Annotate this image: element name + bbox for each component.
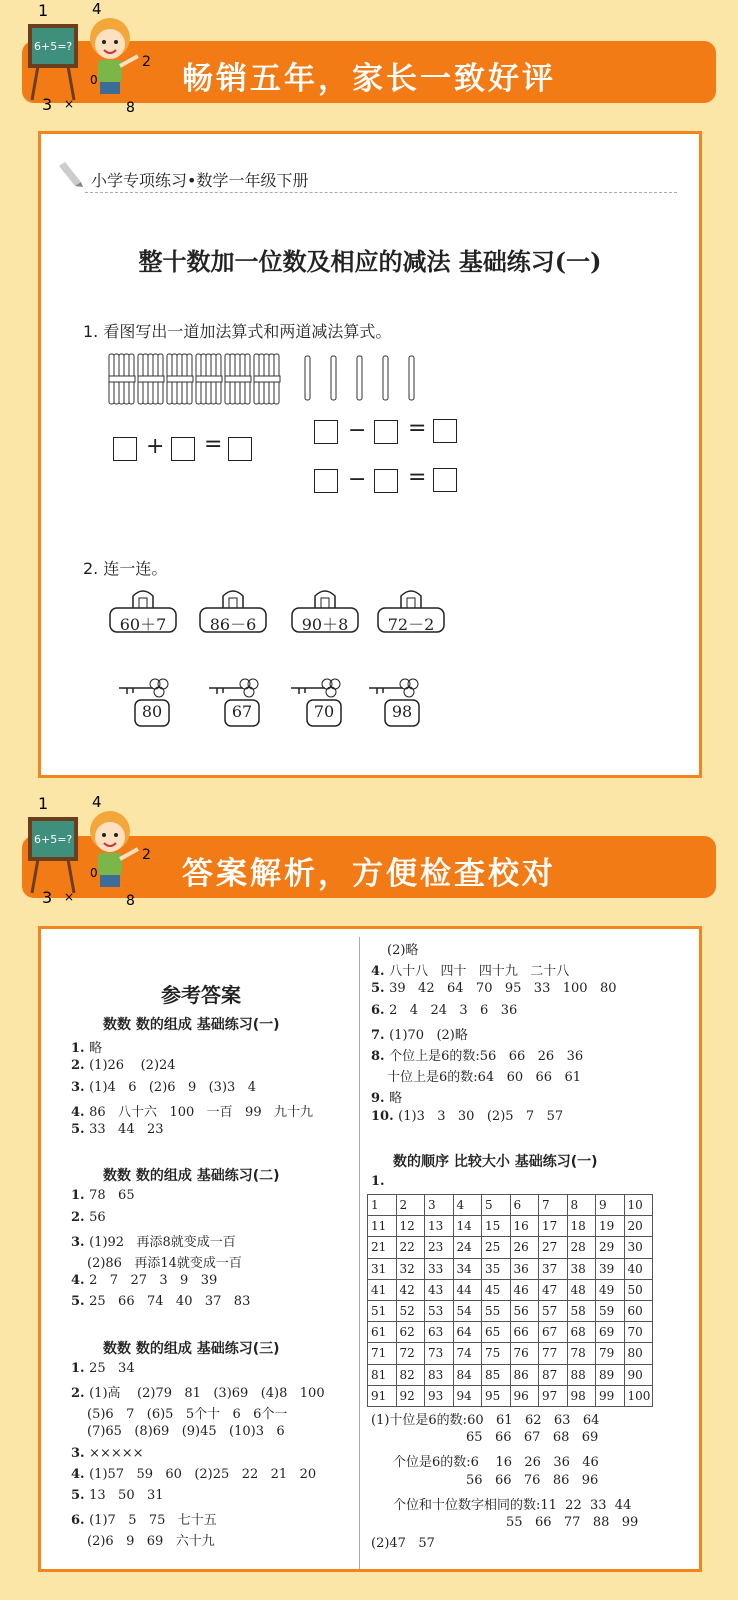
answer-number: 1. <box>71 1360 90 1376</box>
grid-cell: 52 <box>396 1300 425 1321</box>
grid-row <box>368 1258 653 1279</box>
answer-text: (1)3 3 30 (2)5 7 57 <box>398 1108 564 1124</box>
answer-line <box>87 1530 215 1549</box>
grid-cell: 47 <box>539 1279 568 1300</box>
mascot-illustration <box>20 0 150 120</box>
grid-cell: 29 <box>596 1237 625 1258</box>
grid-cell: 12 <box>396 1216 425 1237</box>
answer-box[interactable] <box>433 419 457 443</box>
answer-number: 4. <box>71 1466 90 1482</box>
grid-cell: 92 <box>396 1385 425 1406</box>
answer-number: 5. <box>71 1122 90 1137</box>
grid-cell: 17 <box>539 1216 568 1237</box>
answer-line <box>387 939 418 958</box>
mascot-illustration <box>20 793 150 913</box>
grid-cell: 25 <box>482 1237 511 1258</box>
grid-cell: 69 <box>596 1322 625 1343</box>
answer-line: (1)十位是6的数:60 61 62 63 64 <box>371 1413 600 1428</box>
answer-number: 1. <box>71 1041 90 1057</box>
answer-box[interactable] <box>314 420 338 444</box>
answer-text: ××××× <box>89 1445 144 1461</box>
answer-number: 7. <box>371 1027 390 1043</box>
grid-cell: 37 <box>539 1258 568 1279</box>
grid-cell: 15 <box>482 1216 511 1237</box>
svg-text:4: 4 <box>92 793 102 811</box>
grid-cell: 3 <box>425 1195 454 1216</box>
grid-cell: 86 <box>510 1364 539 1385</box>
answer-text: (1)7 5 75 七十五 <box>89 1513 217 1529</box>
answer-number: 5. <box>71 1294 90 1310</box>
grid-cell: 91 <box>368 1385 397 1406</box>
answer-box[interactable] <box>113 437 137 461</box>
header-divider <box>85 192 677 193</box>
answer-line <box>71 1188 135 1203</box>
grid-row <box>368 1195 653 1216</box>
lock-label: 86－6 <box>209 615 257 634</box>
grid-cell: 76 <box>510 1343 539 1364</box>
grid-row <box>368 1216 653 1237</box>
question-2: 2. 连一连。 <box>83 559 168 578</box>
grid-cell: 13 <box>425 1216 454 1237</box>
answer-text: (1)92 再添8就变成一百 <box>89 1234 236 1250</box>
answer-number: 3. <box>71 1234 90 1250</box>
answer-text: 2 7 27 3 9 39 <box>89 1273 218 1289</box>
grid-cell: 22 <box>396 1237 425 1258</box>
grid-cell: 20 <box>624 1216 653 1237</box>
answer-line <box>87 1424 285 1439</box>
answer-text: (2)6 9 69 六十九 <box>87 1534 215 1550</box>
grid-cell: 63 <box>425 1322 454 1343</box>
grid-cell: 97 <box>539 1385 568 1406</box>
key-item[interactable] <box>367 674 427 734</box>
answer-line <box>71 1037 102 1056</box>
answer-text: 25 34 <box>89 1360 135 1376</box>
grid-cell: 94 <box>453 1385 482 1406</box>
answer-line <box>371 960 569 979</box>
grid-cell: 2 <box>396 1195 425 1216</box>
grid-cell: 85 <box>482 1364 511 1385</box>
answer-number: 5. <box>71 1488 90 1503</box>
grid-cell: 8 <box>567 1195 596 1216</box>
grid-cell: 58 <box>567 1300 596 1321</box>
banner-title: 畅销五年，家长一致好评 <box>182 61 556 97</box>
grid-cell: 1 <box>368 1195 397 1216</box>
grid-cell: 24 <box>453 1237 482 1258</box>
single-stick <box>383 356 388 400</box>
svg-text:8: 8 <box>126 100 135 116</box>
grid-row <box>368 1279 653 1300</box>
grid-cell: 78 <box>567 1343 596 1364</box>
grid-cell: 31 <box>368 1258 397 1279</box>
grid-cell: 48 <box>567 1279 596 1300</box>
grid-cell: 42 <box>396 1279 425 1300</box>
grid-cell: 70 <box>624 1322 653 1343</box>
plus-sign: + <box>146 434 165 459</box>
answer-number: 2. <box>71 1058 90 1074</box>
svg-text:1: 1 <box>38 794 49 813</box>
answer-line <box>387 1066 581 1085</box>
grid-cell: 51 <box>368 1300 397 1321</box>
answer-line <box>71 1122 164 1137</box>
grid-cell: 55 <box>482 1300 511 1321</box>
grid-row <box>368 1237 653 1258</box>
grid-cell: 56 <box>510 1300 539 1321</box>
key-label: 70 <box>313 702 335 721</box>
lock-item[interactable] <box>109 586 177 636</box>
stick-bundle <box>254 354 280 404</box>
answer-line: (2)47 57 <box>371 1536 435 1552</box>
equals-sign: = <box>204 432 223 457</box>
grid-cell: 67 <box>539 1322 568 1343</box>
svg-text:3: 3 <box>42 95 53 114</box>
worksheet-preview <box>38 131 702 778</box>
answer-line <box>71 1231 236 1250</box>
stick-bundle <box>109 354 135 404</box>
grid-row <box>368 1300 653 1321</box>
grid-cell: 87 <box>539 1364 568 1385</box>
answer-line: 55 66 77 88 99 <box>506 1515 639 1530</box>
grid-cell: 34 <box>453 1258 482 1279</box>
stick-bundle <box>138 354 164 404</box>
answer-section-title: 数的顺序 比较大小 基础练习(一) <box>393 1154 598 1170</box>
grid-cell: 23 <box>425 1237 454 1258</box>
single-stick <box>409 356 414 400</box>
answer-line: 56 66 76 86 96 <box>466 1472 599 1488</box>
grid-cell: 44 <box>453 1279 482 1300</box>
lock-label: 60＋7 <box>119 615 167 634</box>
chalkboard-text: 6+5=? <box>34 40 73 53</box>
svg-text:3: 3 <box>42 888 53 907</box>
grid-cell: 93 <box>425 1385 454 1406</box>
key-item[interactable] <box>207 674 267 734</box>
answer-number: 10. <box>371 1108 399 1124</box>
grid-cell: 5 <box>482 1195 511 1216</box>
key-label: 80 <box>141 702 163 721</box>
answer-number: 6. <box>71 1513 90 1529</box>
grid-cell: 49 <box>596 1279 625 1300</box>
minus-sign: − <box>348 467 367 492</box>
grid-cell: 10 <box>624 1195 653 1216</box>
answer-line <box>71 1488 164 1503</box>
grid-cell: 19 <box>596 1216 625 1237</box>
answer-box[interactable] <box>171 437 195 461</box>
grid-cell: 83 <box>425 1364 454 1385</box>
answer-number: 6. <box>371 1002 390 1018</box>
answer-text: (2)略 <box>387 943 419 958</box>
sticks-illustration <box>109 352 429 410</box>
answer-text: 39 42 64 70 95 33 100 80 <box>389 981 617 997</box>
grid-cell: 28 <box>567 1237 596 1258</box>
answer-text: (1)4 6 (2)6 9 (3)3 4 <box>89 1079 256 1095</box>
answer-number: 9. <box>371 1091 390 1107</box>
grid-cell: 35 <box>482 1258 511 1279</box>
grid-cell: 7 <box>539 1195 568 1216</box>
answer-line <box>371 1045 583 1064</box>
answer-line <box>71 1509 217 1528</box>
grid-cell: 4 <box>453 1195 482 1216</box>
answer-text: 个位上是6的数:56 66 26 36 <box>389 1049 584 1064</box>
stick-bundle <box>225 354 251 404</box>
answer-line <box>71 1382 325 1401</box>
svg-text:2: 2 <box>142 54 151 70</box>
grid-cell: 43 <box>425 1279 454 1300</box>
svg-text:8: 8 <box>126 893 135 909</box>
answer-number: 2. <box>71 1386 90 1401</box>
answer-text: (1)26 (2)24 <box>89 1058 176 1074</box>
grid-cell: 62 <box>396 1322 425 1343</box>
stick-bundle <box>196 354 222 404</box>
equals-sign: = <box>408 416 427 441</box>
answer-box[interactable] <box>228 437 252 461</box>
grid-cell: 27 <box>539 1237 568 1258</box>
lock-item[interactable] <box>291 586 359 636</box>
grid-cell: 90 <box>624 1364 653 1385</box>
stick-bundle <box>167 354 193 404</box>
answer-line <box>71 1210 106 1225</box>
answer-line <box>71 1361 135 1376</box>
answer-text: 56 <box>89 1209 106 1225</box>
grid-cell: 54 <box>453 1300 482 1321</box>
answer-text: 13 50 31 <box>89 1488 164 1503</box>
answer-text: 78 65 <box>89 1188 135 1204</box>
single-stick <box>331 356 336 400</box>
grid-cell: 45 <box>482 1279 511 1300</box>
answer-text: (2)86 再添14就变成一百 <box>87 1256 242 1271</box>
answer-number: 4. <box>71 1104 90 1120</box>
grid-row <box>368 1385 653 1406</box>
key-item[interactable] <box>289 674 349 734</box>
chalkboard-text: 6+5=? <box>34 833 73 846</box>
grid-cell: 18 <box>567 1216 596 1237</box>
answer-line <box>87 1403 287 1422</box>
answer-section-title: 数数 数的组成 基础练习(二) <box>103 1168 280 1185</box>
grid-cell: 11 <box>368 1216 397 1237</box>
answer-line <box>371 1024 468 1043</box>
answer-number: 1. <box>71 1188 90 1204</box>
grid-cell: 21 <box>368 1237 397 1258</box>
grid-cell: 30 <box>624 1237 653 1258</box>
single-stick <box>357 356 362 400</box>
grid-cell: 68 <box>567 1322 596 1343</box>
svg-text:0: 0 <box>90 866 98 880</box>
grid-cell: 82 <box>396 1364 425 1385</box>
grid-cell: 88 <box>567 1364 596 1385</box>
answer-number: 5. <box>371 981 390 997</box>
grid-cell: 89 <box>596 1364 625 1385</box>
answer-section-title: 数数 数的组成 基础练习(三) <box>103 1340 280 1357</box>
grid-cell: 32 <box>396 1258 425 1279</box>
grid-cell: 100 <box>624 1385 653 1406</box>
svg-text:4: 4 <box>92 0 102 18</box>
grid-cell: 39 <box>596 1258 625 1279</box>
grid-cell: 95 <box>482 1385 511 1406</box>
equals-sign: = <box>408 465 427 490</box>
grid-cell: 79 <box>596 1343 625 1364</box>
answer-number: 4. <box>371 964 390 980</box>
answers-preview <box>38 926 702 1572</box>
key-label: 98 <box>391 702 413 721</box>
grid-cell: 77 <box>539 1343 568 1364</box>
answer-text: 略 <box>389 1091 403 1107</box>
answer-line <box>371 981 617 996</box>
grid-cell: 75 <box>482 1343 511 1364</box>
answer-text: 略 <box>89 1041 103 1057</box>
grid-cell: 71 <box>368 1343 397 1364</box>
grid-cell: 73 <box>425 1343 454 1364</box>
answer-text: 十位上是6的数:64 60 66 61 <box>387 1070 582 1086</box>
answer-box[interactable] <box>374 420 398 444</box>
answer-box[interactable] <box>374 469 398 493</box>
answer-line <box>71 1467 316 1482</box>
grid-cell: 84 <box>453 1364 482 1385</box>
key-label: 67 <box>231 702 253 721</box>
answer-text: 86 八十六 100 一百 99 九十九 <box>89 1104 313 1120</box>
grid-cell: 96 <box>510 1385 539 1406</box>
svg-text:×: × <box>64 97 75 111</box>
answer-line <box>71 1080 256 1095</box>
grid-cell: 16 <box>510 1216 539 1237</box>
grid-cell: 40 <box>624 1258 653 1279</box>
grid-cell: 33 <box>425 1258 454 1279</box>
svg-text:×: × <box>64 890 75 904</box>
answer-text: 2 4 24 3 6 36 <box>389 1002 518 1018</box>
answer-line <box>371 1003 517 1018</box>
question-1: 1. 看图写出一道加法算式和两道减法算式。 <box>83 322 392 341</box>
answer-text: (1)70 (2)略 <box>389 1027 468 1043</box>
grid-cell: 26 <box>510 1237 539 1258</box>
grid-cell: 46 <box>510 1279 539 1300</box>
grid-cell: 9 <box>596 1195 625 1216</box>
grid-cell: 36 <box>510 1258 539 1279</box>
grid-cell: 80 <box>624 1343 653 1364</box>
answer-text: (1)高 (2)79 81 (3)69 (4)8 100 <box>89 1386 325 1401</box>
answer-text: (5)6 7 (6)5 5个十 6 6个一 <box>87 1407 288 1423</box>
pencil-icon <box>55 160 87 188</box>
banner-title: 答案解析，方便检查校对 <box>182 856 556 892</box>
answer-box[interactable] <box>314 469 338 493</box>
answer-line <box>87 1252 242 1271</box>
grid-row <box>368 1364 653 1385</box>
grid-cell: 99 <box>596 1385 625 1406</box>
answer-line <box>371 1087 402 1106</box>
answer-number: 4. <box>71 1273 90 1289</box>
single-stick <box>305 356 310 400</box>
lock-item[interactable] <box>377 586 445 636</box>
answer-text: 33 44 23 <box>89 1122 164 1137</box>
answer-number: 3. <box>71 1445 90 1461</box>
hundred-chart <box>367 1194 653 1407</box>
answer-line <box>71 1101 313 1120</box>
worksheet-header: 小学专项练习•数学一年级下册 <box>91 171 309 190</box>
grid-cell: 14 <box>453 1216 482 1237</box>
grid-cell: 72 <box>396 1343 425 1364</box>
grid-cell: 6 <box>510 1195 539 1216</box>
grid-cell: 60 <box>624 1300 653 1321</box>
lock-item[interactable] <box>199 586 267 636</box>
answer-line <box>71 1058 176 1073</box>
mascot-number: 1 <box>38 1 49 20</box>
grid-cell: 59 <box>596 1300 625 1321</box>
grid-cell: 98 <box>567 1385 596 1406</box>
answer-line <box>71 1294 250 1309</box>
grid-cell: 64 <box>453 1322 482 1343</box>
lock-label: 72－2 <box>387 615 435 634</box>
grid-row <box>368 1322 653 1343</box>
grid-cell: 57 <box>539 1300 568 1321</box>
answer-text: (7)65 (8)69 (9)45 (10)3 6 <box>87 1424 285 1440</box>
key-item[interactable] <box>117 674 177 734</box>
svg-text:2: 2 <box>142 847 151 863</box>
grid-cell: 50 <box>624 1279 653 1300</box>
answer-box[interactable] <box>433 468 457 492</box>
grid-cell: 41 <box>368 1279 397 1300</box>
grid-cell: 61 <box>368 1322 397 1343</box>
grid-row <box>368 1343 653 1364</box>
answer-number: 1. <box>371 1174 385 1189</box>
answer-line: 个位和十位数字相同的数:11 22 33 44 <box>393 1497 632 1513</box>
worksheet-title: 整十数加一位数及相应的减法 基础练习(一) <box>138 247 602 276</box>
answer-text: (1)57 59 60 (2)25 22 21 20 <box>89 1466 317 1482</box>
minus-sign: − <box>348 418 367 443</box>
answer-line <box>71 1273 217 1288</box>
answers-title: 参考答案 <box>161 983 241 1007</box>
answer-number: 3. <box>71 1079 90 1095</box>
lock-label: 90＋8 <box>301 615 349 634</box>
grid-cell: 81 <box>368 1364 397 1385</box>
answer-line: 个位是6的数:6 16 26 36 46 <box>393 1455 599 1471</box>
grid-cell: 65 <box>482 1322 511 1343</box>
answer-number: 8. <box>371 1049 390 1064</box>
answer-number: 2. <box>71 1209 90 1225</box>
svg-text:0: 0 <box>90 73 98 87</box>
grid-cell: 74 <box>453 1343 482 1364</box>
answer-text: 八十八 四十 四十九 二十八 <box>389 964 570 980</box>
grid-cell: 66 <box>510 1322 539 1343</box>
grid-cell: 38 <box>567 1258 596 1279</box>
answer-section-title: 数数 数的组成 基础练习(一) <box>103 1017 280 1033</box>
answer-line <box>71 1446 144 1461</box>
answer-text: 25 66 74 40 37 83 <box>89 1294 251 1310</box>
grid-cell: 53 <box>425 1300 454 1321</box>
answer-line <box>371 1109 563 1124</box>
answer-line: 65 66 67 68 69 <box>466 1430 599 1446</box>
column-divider <box>359 937 360 1569</box>
